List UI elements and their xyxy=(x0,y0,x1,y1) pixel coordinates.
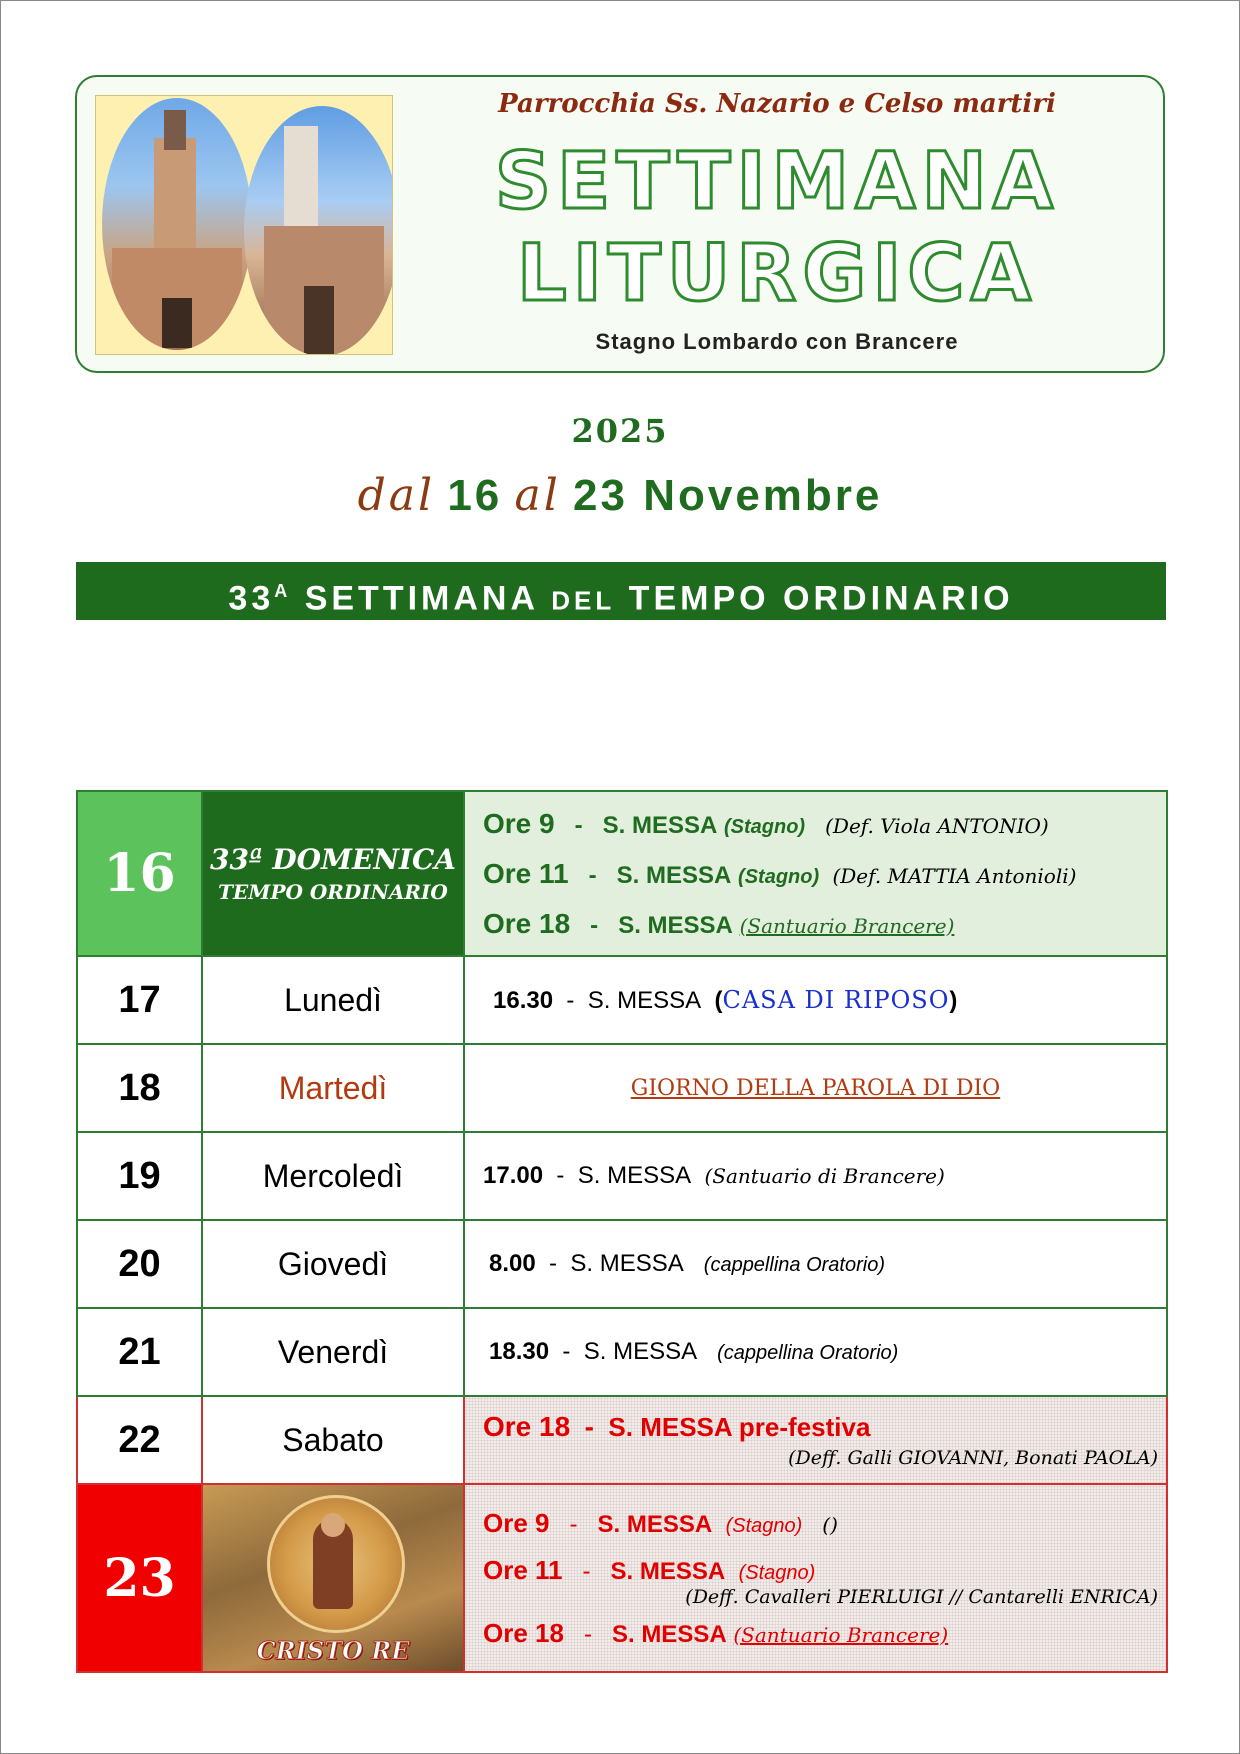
event-place: (Santuario Brancere) xyxy=(733,1622,949,1647)
event-place: CASA DI RIPOSO xyxy=(722,985,950,1014)
events-cell xyxy=(464,1220,1167,1308)
event-title: S. MESSA xyxy=(610,1557,726,1585)
church-image-left xyxy=(102,98,252,350)
event-title: S. MESSA pre-festiva xyxy=(608,1412,871,1442)
day-name: Mercoledì xyxy=(202,1132,464,1220)
table-row xyxy=(77,1220,1167,1308)
day-image-cell xyxy=(202,1484,464,1672)
day-name: Sabato xyxy=(202,1396,464,1484)
day-name-line-1: 33ª DOMENICA xyxy=(209,843,457,876)
day-number: 19 xyxy=(77,1132,202,1220)
day-number: 20 xyxy=(77,1220,202,1308)
day-name: Martedì xyxy=(202,1044,464,1132)
event-line: Ore 9 - S. MESSA (Stagno) (Def. Viola ANTONIO) xyxy=(483,807,1049,839)
event-place: (Santuario di Brancere) xyxy=(704,1164,945,1188)
day-number: 16 xyxy=(77,791,202,956)
day-number: 18 xyxy=(77,1044,202,1132)
title-line-1: SETTIMANA xyxy=(494,137,1060,227)
header-box xyxy=(75,75,1165,373)
event-time: 8.00 xyxy=(489,1250,536,1277)
event-line: Ore 18 - S. MESSA (Santuario Brancere) xyxy=(483,907,955,939)
event-time: Ore 11 xyxy=(483,857,569,889)
event-time: Ore 18 xyxy=(483,907,571,939)
event-line: Ore 11 - S. MESSA (Stagno) (Def. MATTIA Antonioli) xyxy=(483,857,1077,889)
to-date: 23 Novembre xyxy=(573,471,883,520)
day-number: 23 xyxy=(77,1484,202,1672)
event-time: 17.00 xyxy=(483,1162,544,1189)
event-place: (Stagno) xyxy=(738,865,820,888)
events-cell xyxy=(464,1396,1167,1484)
day-name: Venerdì xyxy=(202,1308,464,1396)
event-line: Ore 18 - S. MESSA pre-festiva xyxy=(483,1411,871,1442)
event-title: S. MESSA xyxy=(611,1620,727,1648)
cristo-re-mosaic xyxy=(203,1485,463,1671)
event-line: 8.00 - S. MESSA (cappellina Oratorio) xyxy=(489,1250,885,1277)
table-row xyxy=(77,791,1167,956)
table-row xyxy=(77,1044,1167,1132)
day-name xyxy=(202,791,464,956)
events-cell xyxy=(464,1484,1167,1672)
event-place: (Stagno) xyxy=(738,1561,816,1584)
event-time: Ore 9 xyxy=(483,1507,550,1538)
day-number: 21 xyxy=(77,1308,202,1396)
event-line: 16.30 - S. MESSA (CASA DI RIPOSO) xyxy=(493,985,958,1014)
events-cell xyxy=(464,956,1167,1044)
image-caption: CRISTO RE xyxy=(256,1636,410,1665)
event-place: (cappellina Oratorio) xyxy=(703,1254,885,1276)
day-number: 17 xyxy=(77,956,202,1044)
table-row xyxy=(77,1132,1167,1220)
event-time: Ore 9 xyxy=(483,807,555,839)
event-time: Ore 18 xyxy=(483,1411,571,1442)
day-name-line-2: TEMPO ORDINARIO xyxy=(218,880,448,904)
banner-word-2: DEL xyxy=(551,585,616,616)
event-title: S. MESSA xyxy=(570,1250,684,1277)
event-note: (Deff. Cavalleri PIERLUIGI // Cantarelli ENRICA) xyxy=(685,1585,1158,1608)
schedule-table xyxy=(76,790,1168,1673)
event-title: S. MESSA xyxy=(618,911,733,939)
title-line-2: LITURGICA xyxy=(517,229,1037,319)
table-row xyxy=(77,1308,1167,1396)
paren-open: ( xyxy=(714,986,723,1014)
event-place: (cappellina Oratorio) xyxy=(717,1342,899,1364)
event-place: (Santuario Brancere) xyxy=(739,913,955,938)
event-line: 18.30 - S. MESSA (cappellina Oratorio) xyxy=(489,1338,899,1365)
date-range xyxy=(0,470,1240,521)
events-cell xyxy=(464,1308,1167,1396)
day-number: 22 xyxy=(77,1396,202,1484)
banner-number: 33 xyxy=(228,579,275,618)
event-title: S. MESSA xyxy=(577,1162,692,1189)
event-title: S. MESSA xyxy=(587,986,702,1014)
event-place: (Stagno) xyxy=(724,815,806,838)
event-note: () xyxy=(822,1512,838,1537)
event-time: Ore 18 xyxy=(483,1617,564,1648)
event-title: S. MESSA xyxy=(583,1338,698,1365)
event-line: Ore 9 - S. MESSA (Stagno) () xyxy=(483,1507,838,1538)
church-image-right xyxy=(244,106,393,355)
event-time: 16.30 xyxy=(493,986,554,1014)
event-line: Ore 18 - S. MESSA (Santuario Brancere) xyxy=(483,1617,949,1648)
event-time: Ore 11 xyxy=(483,1554,563,1585)
event-time: 18.30 xyxy=(489,1338,550,1365)
banner-sup: A xyxy=(274,581,292,601)
events-cell xyxy=(464,1132,1167,1220)
from-word: dal xyxy=(357,470,436,521)
day-name: Lunedì xyxy=(202,956,464,1044)
event-note: (Def. Viola ANTONIO) xyxy=(825,813,1049,838)
event-place: (Stagno) xyxy=(725,1514,803,1537)
event-line xyxy=(465,1074,1166,1102)
table-row xyxy=(77,1484,1167,1672)
event-title: S. MESSA xyxy=(602,811,718,839)
year: 2025 xyxy=(571,412,669,450)
event-note: (Def. MATTIA Antonioli) xyxy=(832,863,1077,888)
paren-close: ) xyxy=(949,986,958,1014)
events-cell xyxy=(464,791,1167,956)
event-note: GIORNO DELLA PAROLA DI DIO xyxy=(630,1076,1001,1101)
event-title: S. MESSA xyxy=(597,1510,713,1538)
day-name: Giovedì xyxy=(202,1220,464,1308)
event-line: Ore 11 - S. MESSA (Stagno) xyxy=(483,1554,816,1585)
banner-word-3: TEMPO ORDINARIO xyxy=(628,579,1014,618)
table-row xyxy=(77,956,1167,1044)
churches-photo xyxy=(95,95,393,355)
banner-word-1: SETTIMANA xyxy=(304,579,538,618)
from-date: 16 xyxy=(447,471,503,520)
event-note: (Deff. Galli GIOVANNI, Bonati PAOLA) xyxy=(788,1447,1158,1469)
to-word: al xyxy=(514,470,561,521)
events-cell xyxy=(464,1044,1167,1132)
event-line: 17.00 - S. MESSA (Santuario di Brancere) xyxy=(483,1162,945,1189)
table-row xyxy=(77,1396,1167,1484)
week-banner xyxy=(76,562,1166,620)
event-title: S. MESSA xyxy=(616,861,732,889)
header-subtitle: Stagno Lombardo con Brancere xyxy=(595,329,959,354)
parish-name: Parrocchia Ss. Nazario e Celso martiri xyxy=(498,89,1056,119)
